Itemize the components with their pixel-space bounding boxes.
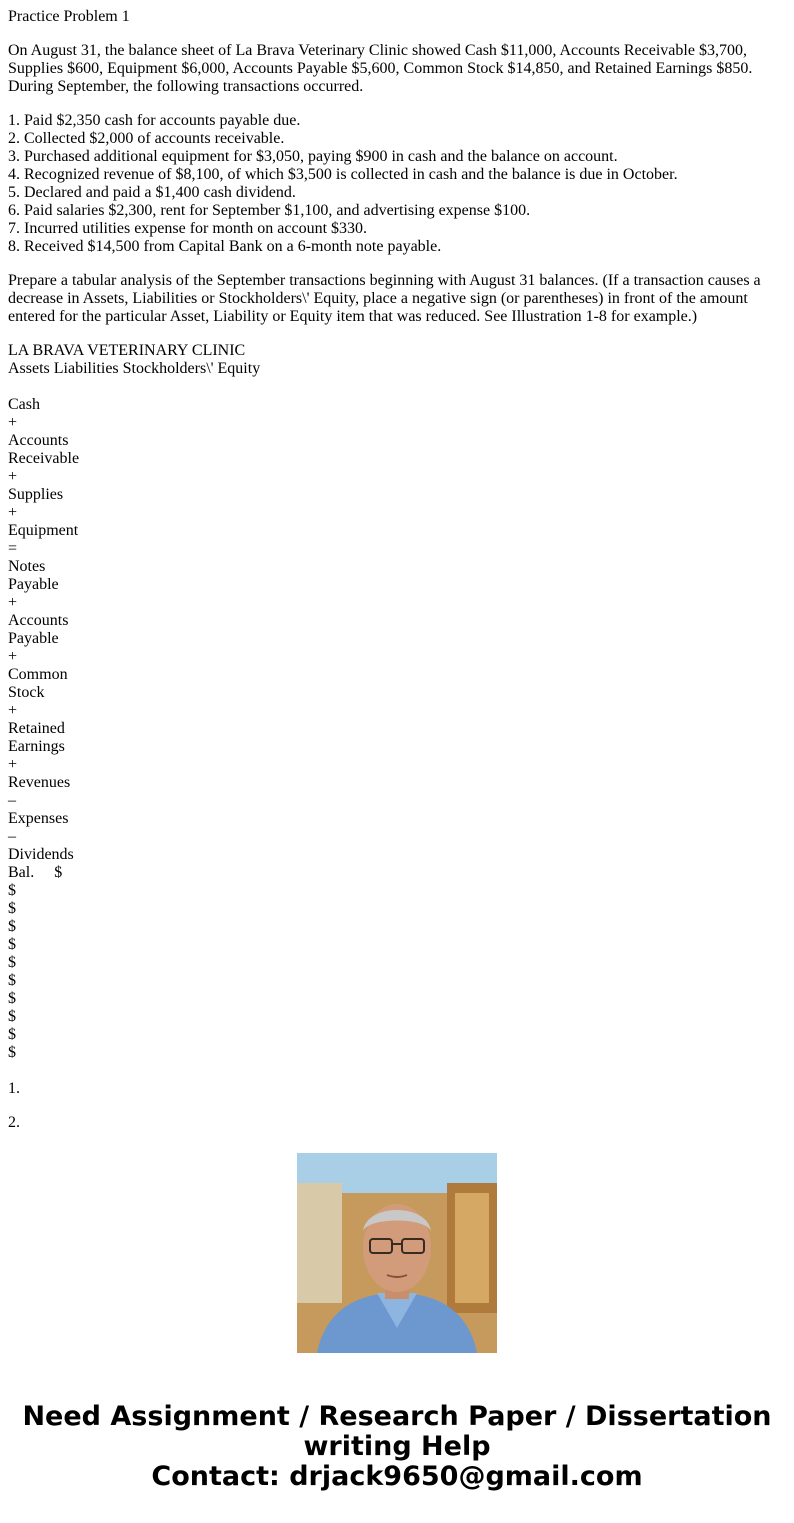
amount-cell[interactable]: $ — [8, 936, 16, 953]
transaction-item: 1. Paid $2,350 cash for accounts payable due. — [8, 112, 301, 129]
help-contact-text — [0, 1402, 794, 1492]
transaction-item: 3. Purchased additional equipment for $3,050, paying $900 in cash and the balance on account. — [8, 148, 618, 165]
column-header-text: + — [8, 504, 18, 521]
person-portrait-icon — [297, 1153, 497, 1353]
column-header-text: + — [8, 594, 18, 611]
balance-dollar: $ — [54, 864, 63, 881]
column-headers — [8, 396, 778, 864]
column-header-text: – — [8, 792, 16, 809]
transaction-row-number: 2. — [8, 1114, 20, 1131]
amount-cell[interactable]: $ — [8, 882, 16, 899]
column-header-text: Revenues — [8, 774, 71, 791]
column-header-text: Expenses — [8, 810, 69, 827]
transaction-item: 6. Paid salaries $2,300, rent for September $1,100, and advertising expense $100. — [8, 202, 531, 219]
transaction-list — [8, 112, 778, 256]
equation-header: Assets Liabilities Stockholders\' Equity — [8, 360, 261, 377]
instructions-paragraph: Prepare a tabular analysis of the September transactions beginning with August 31 balances. (If a transaction causes a decrease in Assets, Liabilities or Stockholders\' Equity, place a negative sign (or parentheses) in front of the amount entered for the particular Asset, Liability or Equity item that was reduced. See Illustration 1-8 for example.) — [8, 272, 761, 325]
column-header-text: Equipment — [8, 522, 79, 539]
column-header-text: = — [8, 540, 18, 557]
column-header-text: Receivable — [8, 450, 80, 467]
column-header-text: Accounts — [8, 432, 69, 449]
transaction-item: 7. Incurred utilities expense for month on account $330. — [8, 220, 368, 237]
document-body — [8, 8, 778, 1131]
contact-email: Contact: drjack9650@gmail.com — [151, 1461, 643, 1492]
column-header-text: Dividends — [8, 846, 74, 863]
amount-cell[interactable]: $ — [8, 918, 16, 935]
intro-paragraph: On August 31, the balance sheet of La Brava Veterinary Clinic showed Cash $11,000, Accounts Receivable $3,700, Supplies $600, Equipment $6,000, Accounts Payable $5,600, Common Stock $14,850, and Retained Earnings $850. During September, the following transactions occurred. — [8, 42, 753, 95]
spacer — [8, 1062, 778, 1080]
column-header-text: + — [8, 414, 18, 431]
spacer — [8, 378, 778, 396]
transaction-row-number: 1. — [8, 1080, 20, 1097]
amount-cell[interactable]: $ — [8, 1008, 16, 1025]
amount-cell[interactable]: $ — [8, 990, 16, 1007]
column-header-text: Common — [8, 666, 68, 683]
balance-label: Bal. — [8, 864, 35, 881]
ad-line: writing Help — [303, 1431, 491, 1462]
column-header-text: + — [8, 756, 18, 773]
column-header-text: Earnings — [8, 738, 65, 755]
ad-line: Need Assignment / Research Paper / Dissertation — [22, 1401, 772, 1432]
column-header-text: – — [8, 828, 16, 845]
column-header-text: Notes — [8, 558, 46, 575]
column-header-text: Stock — [8, 684, 45, 701]
transaction-item: 8. Received $14,500 from Capital Bank on a 6-month note payable. — [8, 238, 442, 255]
column-header-text: + — [8, 648, 18, 665]
balance-row — [8, 864, 778, 882]
help-advertisement — [0, 1140, 794, 1523]
column-header-text: Supplies — [8, 486, 64, 503]
column-header-text: Payable — [8, 576, 59, 593]
transaction-item: 4. Recognized revenue of $8,100, of which $3,500 is collected in cash and the balance is due in October. — [8, 166, 678, 183]
column-header-text: Accounts — [8, 612, 69, 629]
column-header-text: Payable — [8, 630, 59, 647]
transaction-item: 5. Declared and paid a $1,400 cash dividend. — [8, 184, 296, 201]
column-header-text: Cash — [8, 396, 40, 413]
column-header-text: Retained — [8, 720, 65, 737]
company-name: LA BRAVA VETERINARY CLINIC — [8, 342, 246, 359]
amount-cell[interactable]: $ — [8, 1026, 16, 1043]
amount-cell[interactable]: $ — [8, 900, 16, 917]
page-title: Practice Problem 1 — [8, 8, 130, 25]
column-header-text: + — [8, 468, 18, 485]
amount-cell[interactable]: $ — [8, 972, 16, 989]
tabular-analysis — [8, 342, 778, 1132]
transaction-item: 2. Collected $2,000 of accounts receivable. — [8, 130, 285, 147]
amount-cell[interactable]: $ — [8, 1044, 16, 1061]
column-header-text: + — [8, 702, 18, 719]
amount-cell[interactable]: $ — [8, 954, 16, 971]
balance-amount-cells — [8, 882, 778, 1062]
